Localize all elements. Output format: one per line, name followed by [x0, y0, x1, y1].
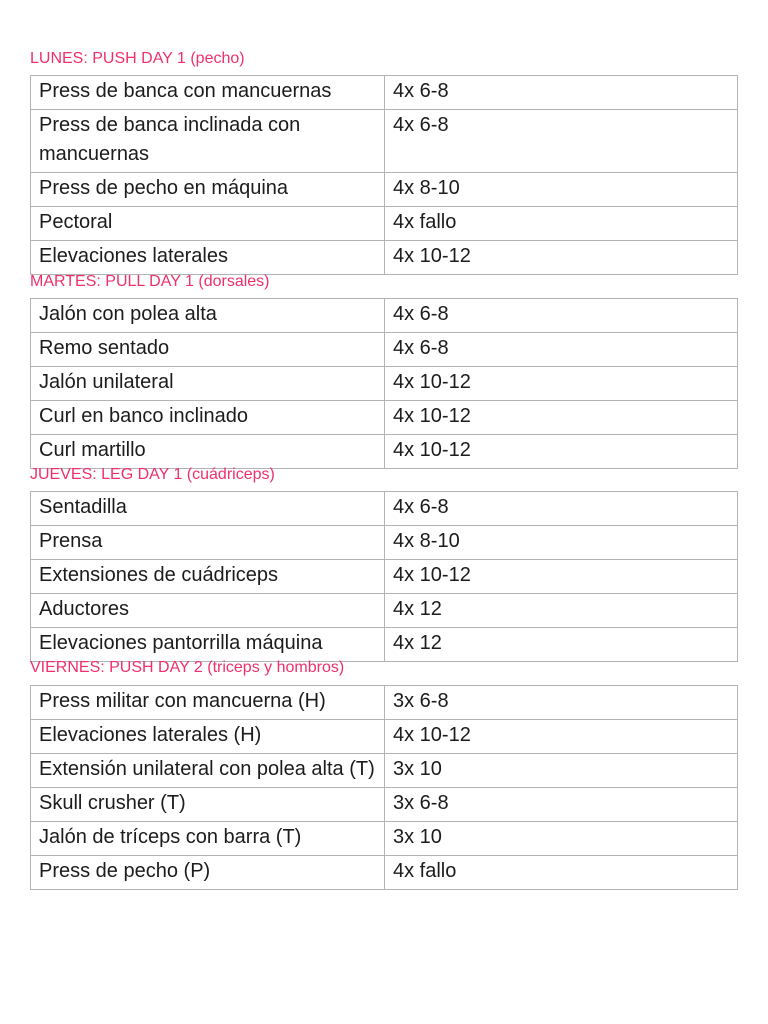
sets-cell: 4x 6-8 — [385, 492, 738, 526]
table-row — [31, 299, 738, 333]
exercise-cell: Elevaciones laterales (H) — [31, 720, 385, 754]
table-row — [31, 594, 738, 628]
exercise-cell: Sentadilla — [31, 492, 385, 526]
table-row — [31, 856, 738, 890]
exercise-cell: Elevaciones pantorrilla máquina — [31, 628, 385, 662]
exercise-cell: Curl en banco inclinado — [31, 401, 385, 435]
sets-cell: 4x 10-12 — [385, 720, 738, 754]
routine-table-martes — [30, 298, 738, 469]
sets-cell: 4x 6-8 — [385, 110, 738, 173]
sets-cell: 4x 6-8 — [385, 76, 738, 110]
sets-cell: 4x 12 — [385, 628, 738, 662]
sets-cell: 4x 6-8 — [385, 333, 738, 367]
routine-table-jueves — [30, 491, 738, 662]
exercise-cell: Press militar con mancuerna (H) — [31, 686, 385, 720]
section-title-viernes: VIERNES: PUSH DAY 2 (triceps y hombros) — [30, 659, 345, 676]
sets-cell: 4x 10-12 — [385, 241, 738, 275]
exercise-cell: Jalón de tríceps con barra (T) — [31, 822, 385, 856]
table-row — [31, 76, 738, 110]
exercise-cell: Pectoral — [31, 207, 385, 241]
sets-cell: 4x 8-10 — [385, 173, 738, 207]
exercise-cell: Extensión unilateral con polea alta (T) — [31, 754, 385, 788]
table-row — [31, 401, 738, 435]
sets-cell: 4x 10-12 — [385, 560, 738, 594]
sets-cell: 3x 6-8 — [385, 788, 738, 822]
sets-cell: 4x 6-8 — [385, 299, 738, 333]
table-row — [31, 720, 738, 754]
table-row — [31, 822, 738, 856]
table-row — [31, 754, 738, 788]
table-row — [31, 526, 738, 560]
sets-cell: 3x 10 — [385, 822, 738, 856]
exercise-cell: Press de pecho en máquina — [31, 173, 385, 207]
exercise-cell: Jalón con polea alta — [31, 299, 385, 333]
section-title-lunes: LUNES: PUSH DAY 1 (pecho) — [30, 50, 245, 67]
exercise-cell: Remo sentado — [31, 333, 385, 367]
sets-cell: 4x 12 — [385, 594, 738, 628]
exercise-cell: Skull crusher (T) — [31, 788, 385, 822]
table-row — [31, 333, 738, 367]
table-row — [31, 560, 738, 594]
exercise-cell: Press de banca inclinada con mancuernas — [31, 110, 385, 173]
exercise-cell: Extensiones de cuádriceps — [31, 560, 385, 594]
table-row — [31, 788, 738, 822]
table-row — [31, 367, 738, 401]
exercise-cell: Press de pecho (P) — [31, 856, 385, 890]
sets-cell: 4x 8-10 — [385, 526, 738, 560]
section-title-jueves: JUEVES: LEG DAY 1 (cuádriceps) — [30, 466, 275, 483]
routine-table-lunes — [30, 75, 738, 275]
table-row — [31, 241, 738, 275]
table-row — [31, 628, 738, 662]
exercise-cell: Prensa — [31, 526, 385, 560]
sets-cell: 4x fallo — [385, 856, 738, 890]
sets-cell: 4x 10-12 — [385, 401, 738, 435]
exercise-cell: Press de banca con mancuernas — [31, 76, 385, 110]
table-row — [31, 110, 738, 173]
routine-table-viernes — [30, 685, 738, 890]
sets-cell: 4x fallo — [385, 207, 738, 241]
exercise-cell: Curl martillo — [31, 435, 385, 469]
table-row — [31, 686, 738, 720]
sets-cell: 4x 10-12 — [385, 367, 738, 401]
table-row — [31, 435, 738, 469]
table-row — [31, 492, 738, 526]
section-title-martes: MARTES: PULL DAY 1 (dorsales) — [30, 273, 270, 290]
sets-cell: 4x 10-12 — [385, 435, 738, 469]
sets-cell: 3x 6-8 — [385, 686, 738, 720]
table-row — [31, 173, 738, 207]
table-row — [31, 207, 738, 241]
exercise-cell: Elevaciones laterales — [31, 241, 385, 275]
exercise-cell: Aductores — [31, 594, 385, 628]
exercise-cell: Jalón unilateral — [31, 367, 385, 401]
sets-cell: 3x 10 — [385, 754, 738, 788]
